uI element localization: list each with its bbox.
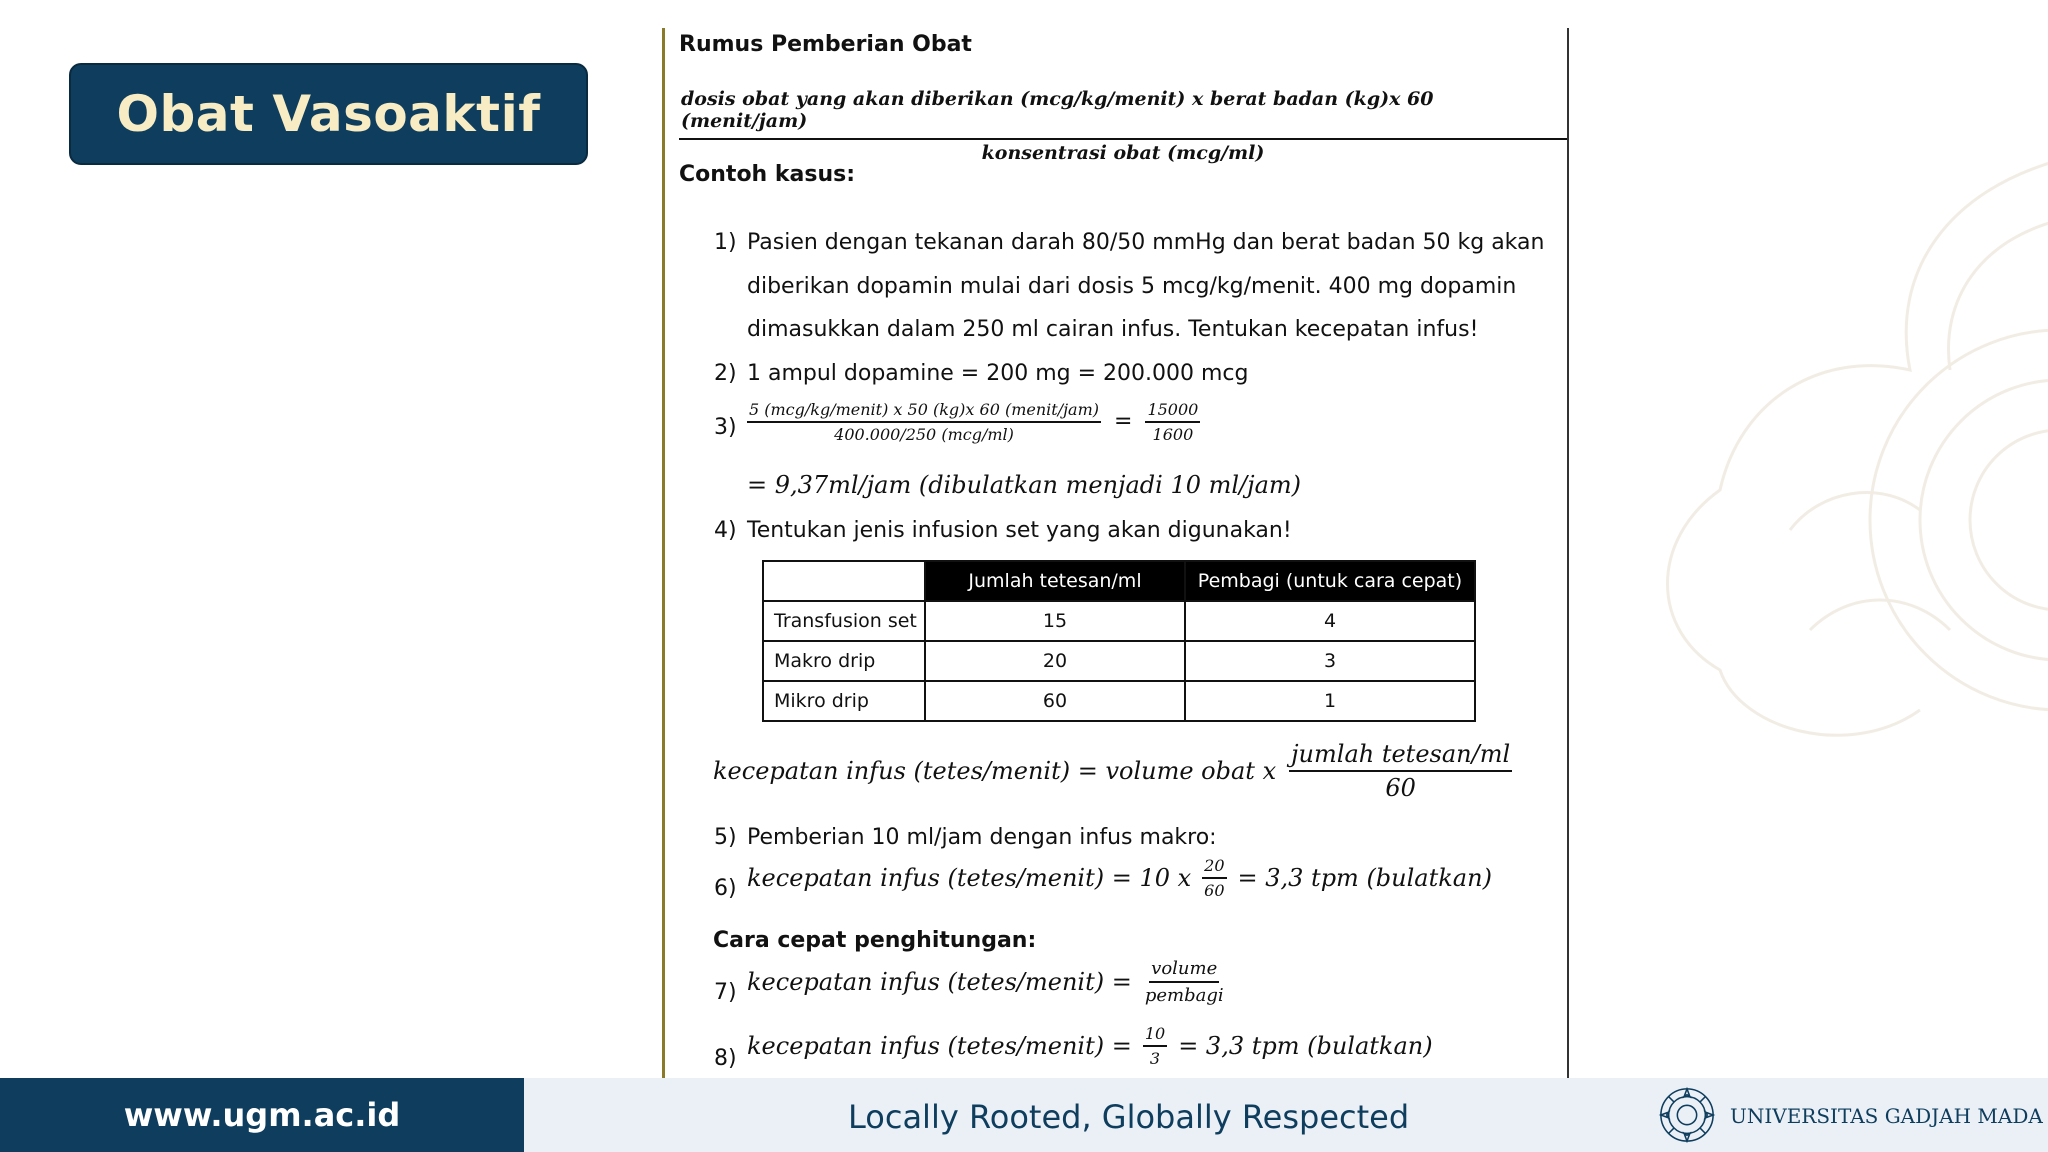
item-number: 1) — [714, 230, 737, 255]
equals-sign: = — [1114, 409, 1133, 434]
item-8-rhs: = 3,3 tpm (bulatkan) — [1178, 1032, 1433, 1060]
table-header-row — [763, 561, 1475, 601]
item-6-denominator: 60 — [1204, 881, 1225, 900]
item-7-equation — [747, 958, 1224, 1006]
quick-method-heading: Cara cepat penghitungan: — [713, 928, 1037, 953]
item-7-lhs: kecepatan infus (tetes/menit) = — [747, 968, 1132, 996]
speed-formula-denominator: 60 — [1385, 774, 1416, 802]
item-3-equation — [747, 400, 1200, 444]
item-3-numerator: 5 (mcg/kg/menit) x 50 (kg)x 60 (menit/jam) — [747, 400, 1101, 423]
item-number: 6) — [714, 876, 737, 901]
speed-formula-numerator: jumlah tetesan/ml — [1289, 740, 1512, 772]
item-1-line-1: Pasien dengan tekanan darah 80/50 mmHg dan berat badan 50 kg akan — [747, 230, 1545, 255]
table-cell: Makro drip — [763, 641, 925, 681]
item-5-text: Pemberian 10 ml/jam dengan infus makro: — [747, 825, 1217, 850]
item-3-result-denominator: 1600 — [1152, 425, 1194, 444]
ugm-logo-icon — [1658, 1086, 1716, 1144]
item-4-text: Tentukan jenis infusion set yang akan digunakan! — [747, 518, 1292, 543]
document-title: Rumus Pemberian Obat — [679, 32, 972, 57]
slide-title-box — [69, 63, 588, 165]
item-number: 8) — [714, 1046, 737, 1071]
item-number: 2) — [714, 361, 737, 386]
speed-formula — [713, 740, 1512, 802]
table-cell: Transfusion set — [763, 601, 925, 641]
item-8-denominator: 3 — [1149, 1049, 1161, 1068]
item-6-numerator: 20 — [1202, 856, 1226, 879]
table-row — [763, 681, 1475, 721]
item-number: 4) — [714, 518, 737, 543]
dose-formula-denominator: konsentrasi obat (mcg/ml) — [981, 142, 1265, 164]
item-number: 3) — [714, 415, 737, 440]
item-7-numerator: volume — [1149, 958, 1219, 983]
item-6-rhs: = 3,3 tpm (bulatkan) — [1237, 864, 1492, 892]
item-3-result-numerator: 15000 — [1145, 400, 1200, 423]
item-8-numerator: 10 — [1143, 1024, 1167, 1047]
item-1-line-3: dimasukkan dalam 250 ml cairan infus. Tentukan kecepatan infus! — [747, 317, 1479, 342]
item-number: 5) — [714, 825, 737, 850]
dose-formula-numerator: dosis obat yang akan diberikan (mcg/kg/menit) x berat badan (kg)x 60 (menit/jam) — [679, 88, 1567, 140]
table-header-cell: Jumlah tetesan/ml — [925, 561, 1185, 601]
dose-formula — [679, 88, 1567, 164]
table-row — [763, 641, 1475, 681]
item-8-equation — [747, 1024, 1433, 1068]
website-link[interactable]: www.ugm.ac.id — [123, 1096, 401, 1134]
table-header-cell — [763, 561, 925, 601]
item-6-lhs: kecepatan infus (tetes/menit) = 10 x — [747, 864, 1192, 892]
item-8-lhs: kecepatan infus (tetes/menit) = — [747, 1032, 1132, 1060]
item-1-line-2: diberikan dopamin mulai dari dosis 5 mcg/kg/menit. 400 mg dopamin — [747, 274, 1517, 299]
tagline: Locally Rooted, Globally Respected — [848, 1098, 1410, 1136]
table-cell: 20 — [925, 641, 1185, 681]
case-heading: Contoh kasus: — [679, 162, 855, 187]
table-cell: 60 — [925, 681, 1185, 721]
item-2-text: 1 ampul dopamine = 200 mg = 200.000 mcg — [747, 361, 1249, 386]
item-number: 7) — [714, 980, 737, 1005]
item-3-denominator: 400.000/250 (mcg/ml) — [834, 425, 1014, 444]
table-header-cell: Pembagi (untuk cara cepat) — [1185, 561, 1475, 601]
table-cell: 4 — [1185, 601, 1475, 641]
speed-formula-lhs: kecepatan infus (tetes/menit) = volume obat x — [713, 757, 1277, 785]
table-cell: Mikro drip — [763, 681, 925, 721]
table-row — [763, 601, 1475, 641]
footer-website-band — [0, 1078, 524, 1152]
infusion-set-table — [762, 560, 1476, 722]
table-cell: 15 — [925, 601, 1185, 641]
table-cell: 3 — [1185, 641, 1475, 681]
university-name: UNIVERSITAS GADJAH MADA — [1730, 1104, 2043, 1128]
item-3-result: = 9,37ml/jam (dibulatkan menjadi 10 ml/jam) — [747, 471, 1302, 499]
formula-document — [662, 28, 1569, 1084]
item-6-equation — [747, 856, 1492, 900]
slide-title: Obat Vasoaktif — [116, 85, 541, 143]
item-7-denominator: pembagi — [1144, 985, 1224, 1006]
table-cell: 1 — [1185, 681, 1475, 721]
ugm-watermark-icon — [1590, 70, 2048, 770]
